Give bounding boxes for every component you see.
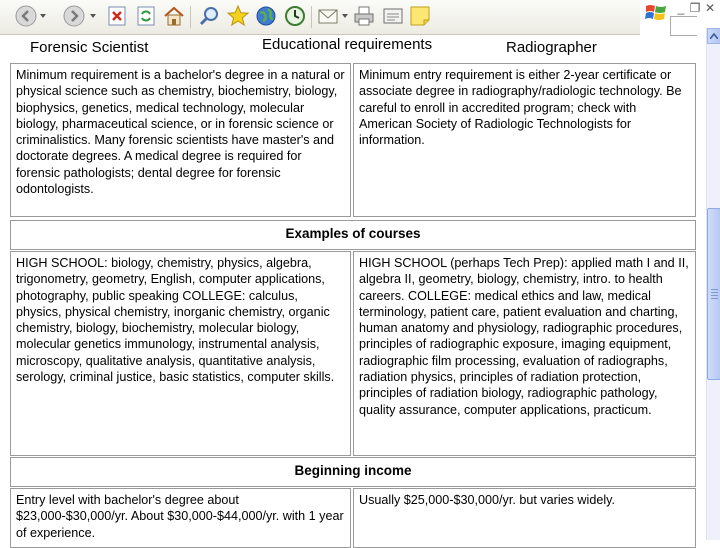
income-title: Beginning income [294,463,412,478]
mail-button[interactable] [317,4,341,28]
close-button[interactable]: ✕ [704,1,716,15]
income-radiographer-cell: Usually $25,000-$30,000/yr. but varies widely. [353,488,696,548]
back-dropdown[interactable] [40,14,46,18]
header-radiographer: Radiographer [506,39,597,56]
header-educational-requirements: Educational requirements [262,36,433,53]
mail-dropdown[interactable] [342,14,348,18]
search-button[interactable] [197,4,221,28]
grip-line [711,295,718,296]
restore-button[interactable]: ❐ [689,1,701,15]
history-button[interactable] [283,4,307,28]
courses-forensic-cell: HIGH SCHOOL: biology, chemistry, physics, algebra, trigonometry, geometry, English, computer applications, photography, public speaking COLLEGE: calculus, physics, physical chemistry, inorganic chemistry, organic chemistry, biology, biochemistry, molecular biology, molecular genetics immunology, instrumental analysis, microscopy, qualitative analysis, quantitative analysis, serology, criminal justice, basic statistics, computer skills. [10,251,351,456]
home-icon [163,6,185,26]
grip-line [711,289,718,290]
minimize-button[interactable]: _ [677,1,685,15]
stop-button[interactable] [105,4,129,28]
vertical-scrollbar[interactable] [706,28,720,540]
windows-flag-icon [645,3,667,23]
mail-icon [318,6,340,26]
back-button[interactable] [14,4,38,28]
forward-arrow-icon [63,5,85,27]
courses-radiographer-cell: HIGH SCHOOL (perhaps Tech Prep): applied math I and II, algebra II, geometry, biology, chemistry, intro. to health careers. COLLEGE: medical ethics and law, medical terminology, patient care, patient evaluation and charting, human anatomy and physiology, radiographic procedures, principles of radiographic exposure, imaging equipment, radiographic film processing, evaluation of radiographs, radiation physics, principles of radiation protection, principles of radiation biology, radiographic pathology, quality assurance, computer applications, practicum. [353,251,696,456]
printer-icon [353,5,375,27]
chevron-up-icon [710,33,718,39]
education-radiographer-cell: Minimum entry requirement is either 2-year certificate or associate degree in radiography/radiologic technology. Be careful to enroll in accredited program; check with American Society of Radiologic Technologists for information. [353,63,696,217]
refresh-icon [137,6,155,26]
courses-title: Examples of courses [285,226,421,241]
favorites-button[interactable] [226,4,250,28]
education-forensic-cell: Minimum requirement is a bachelor's degree in a natural or physical science such as chemistry, biochemistry, biology, biophysics, genetics, medical technology, molecular biology, pharmaceutical science, or in forensic science or criminalistics. Many forensic scientists have master's and doctorate degrees. A medical degree is required for forensic pathologists; dental degree for forensic odontologists. [10,63,351,217]
toolbar-separator [311,6,312,28]
refresh-button[interactable] [134,4,158,28]
home-button[interactable] [162,4,186,28]
back-arrow-icon [15,5,37,27]
edit-icon [382,6,404,26]
income-forensic-cell: Entry level with bachelor's degree about $23,000-$30,000/yr. About $30,000-$44,000/yr. with 1 year of experience. [10,488,351,548]
grip-line [711,292,718,293]
globe-icon [255,5,277,27]
history-icon [284,5,306,27]
discuss-button[interactable] [408,4,432,28]
media-button[interactable] [254,4,278,28]
stop-icon [108,6,126,26]
forward-button[interactable] [62,4,86,28]
grip-line [711,298,718,299]
star-icon [227,5,249,27]
browser-toolbar [0,0,640,35]
scroll-up-button[interactable] [707,28,720,44]
search-icon [198,5,220,27]
print-button[interactable] [352,4,376,28]
document-page [10,36,696,540]
edit-button[interactable] [381,4,405,28]
address-bar-edge[interactable] [670,16,697,36]
toolbar-separator [190,6,191,28]
note-icon [409,5,431,27]
scroll-thumb[interactable] [707,208,720,380]
windows-logo [640,0,672,26]
forward-dropdown[interactable] [90,14,96,18]
header-forensic-scientist: Forensic Scientist [30,39,149,56]
